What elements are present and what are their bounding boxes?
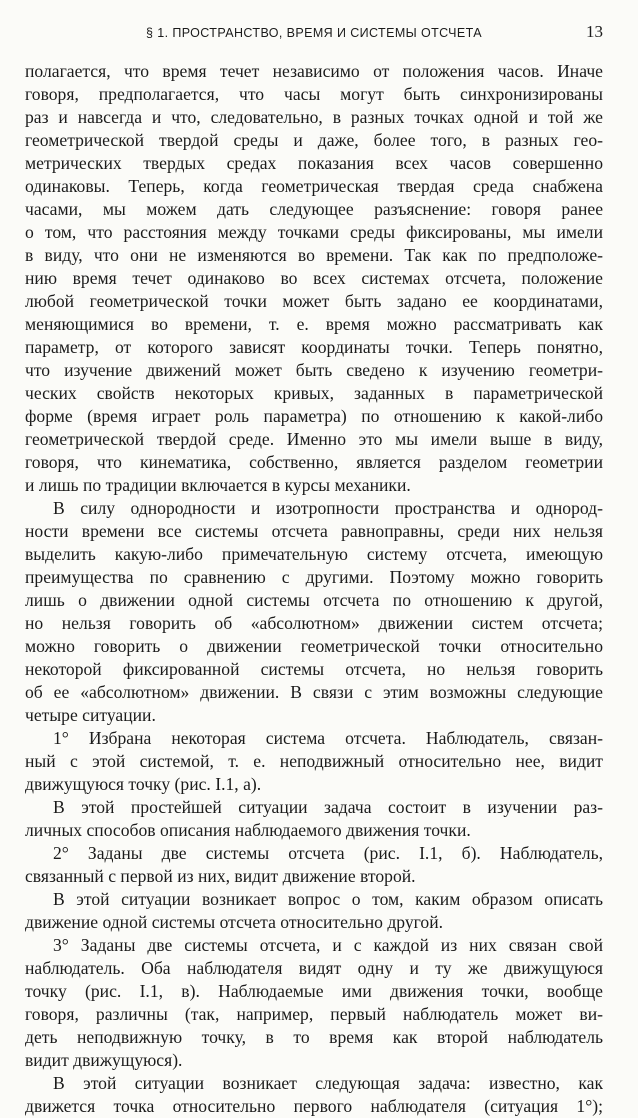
text-line: В силу однородности и изотропности пространства и однород-	[53, 498, 603, 518]
text-line: движется точка относительно первого наблюдателя (ситуация 1°);	[25, 1096, 603, 1116]
body-text	[25, 60, 603, 1118]
text-line: видит движущуюся).	[25, 1050, 183, 1070]
text-line: об ее «абсолютном» движении. В связи с этим возможны следующие	[25, 682, 603, 702]
text-line: лишь о движении одной системы отсчета по отношению к другой,	[25, 590, 603, 610]
text-line: точку (рис. I.1, в). Наблюдаемые ими движения точки, вообще	[25, 981, 603, 1001]
page-number: 13	[586, 22, 603, 41]
text-line: одинаковы. Теперь, когда геометрическая твердая среда снабжена	[25, 176, 603, 196]
text-line: геометрической твердой среды и даже, более того, в разных гео-	[25, 130, 603, 150]
text-line: выделить какую-либо примечательную систему отсчета, имеющую	[25, 544, 603, 564]
text-line: раз и навсегда и что, следовательно, в разных точках одной и той же	[25, 107, 603, 127]
text-line: и лишь по традиции включается в курсы механики.	[25, 475, 411, 495]
text-line: личных способов описания наблюдаемого движения точки.	[25, 820, 471, 840]
text-line: деть неподвижную точку, в то время как второй наблюдатель	[25, 1027, 603, 1047]
text-line: геометрической твердой среде. Именно это мы имели выше в виду,	[25, 429, 603, 449]
text-line: о том, что расстояния между точками среды фиксированы, мы имели	[25, 222, 603, 242]
text-line: 3° Заданы две системы отсчета, и с каждой из них связан свой	[53, 935, 603, 955]
text-line: любой геометрической точки может быть задано ее координатами,	[25, 291, 603, 311]
text-line: метрических твердых средах показания всех часов совершенно	[25, 153, 603, 173]
text-line: ности времени все системы отсчета равноправны, среди них нельзя	[25, 521, 603, 541]
text-line: движущуюся точку (рис. I.1, а).	[25, 774, 262, 794]
text-line: нию время течет одинаково во всех системах отсчета, положение	[25, 268, 603, 288]
text-line: полагается, что время течет независимо от положения часов. Иначе	[25, 61, 603, 81]
text-line: 2° Заданы две системы отсчета (рис. I.1, б). Наблюдатель,	[53, 843, 603, 863]
text-line: В этой простейшей ситуации задача состоит в изучении раз-	[53, 797, 603, 817]
text-line: говоря, различны (так, например, первый наблюдатель может ви-	[25, 1004, 603, 1024]
text-line: часами, мы можем дать следующее разъяснение: говоря ранее	[25, 199, 603, 219]
running-head: § 1. ПРОСТРАНСТВО, ВРЕМЯ И СИСТЕМЫ ОТСЧЕТА	[146, 26, 482, 40]
text-line: форме (время играет роль параметра) по отношению к какой-либо	[25, 406, 603, 426]
text-line: связанный с первой из них, видит движение второй.	[25, 866, 416, 886]
text-line: что изучение движений может быть сведено к изучению геометри-	[25, 360, 603, 380]
text-line: 1° Избрана некоторая система отсчета. Наблюдатель, связан-	[53, 728, 603, 748]
text-line: преимущества по сравнению с другими. Поэтому можно говорить	[25, 567, 603, 587]
text-line: В этой ситуации возникает вопрос о том, каким образом описать	[53, 889, 603, 909]
text-line: некоторой фиксированной системы отсчета, но нельзя говорить	[25, 659, 603, 679]
text-line: четыре ситуации.	[25, 705, 156, 725]
text-line: ный с этой системой, т. е. неподвижный относительно нее, видит	[25, 751, 603, 771]
text-line: наблюдатель. Оба наблюдателя видят одну и ту же движущуюся	[25, 958, 603, 978]
text-line: в виду, что они не изменяются во времени. Так как по предположе-	[25, 245, 603, 265]
text-line: но нельзя говорить об «абсолютном» движении систем отсчета;	[25, 613, 603, 633]
text-line: В этой ситуации возникает следующая задача: известно, как	[53, 1073, 603, 1093]
text-line: движение одной системы отсчета относительно другой.	[25, 912, 444, 932]
text-line: ческих свойств некоторых кривых, заданных в параметрической	[25, 383, 603, 403]
text-line: параметр, от которого зависят координаты точки. Теперь понятно,	[25, 337, 603, 357]
page-header	[25, 22, 603, 46]
text-line: меняющимися во времени, т. е. время можно рассматривать как	[25, 314, 603, 334]
text-line: говоря, предполагается, что часы могут быть синхронизированы	[25, 84, 603, 104]
text-line: говоря, что кинематика, собственно, является разделом геометрии	[25, 452, 603, 472]
text-line: можно говорить о движении геометрической точки относительно	[25, 636, 603, 656]
